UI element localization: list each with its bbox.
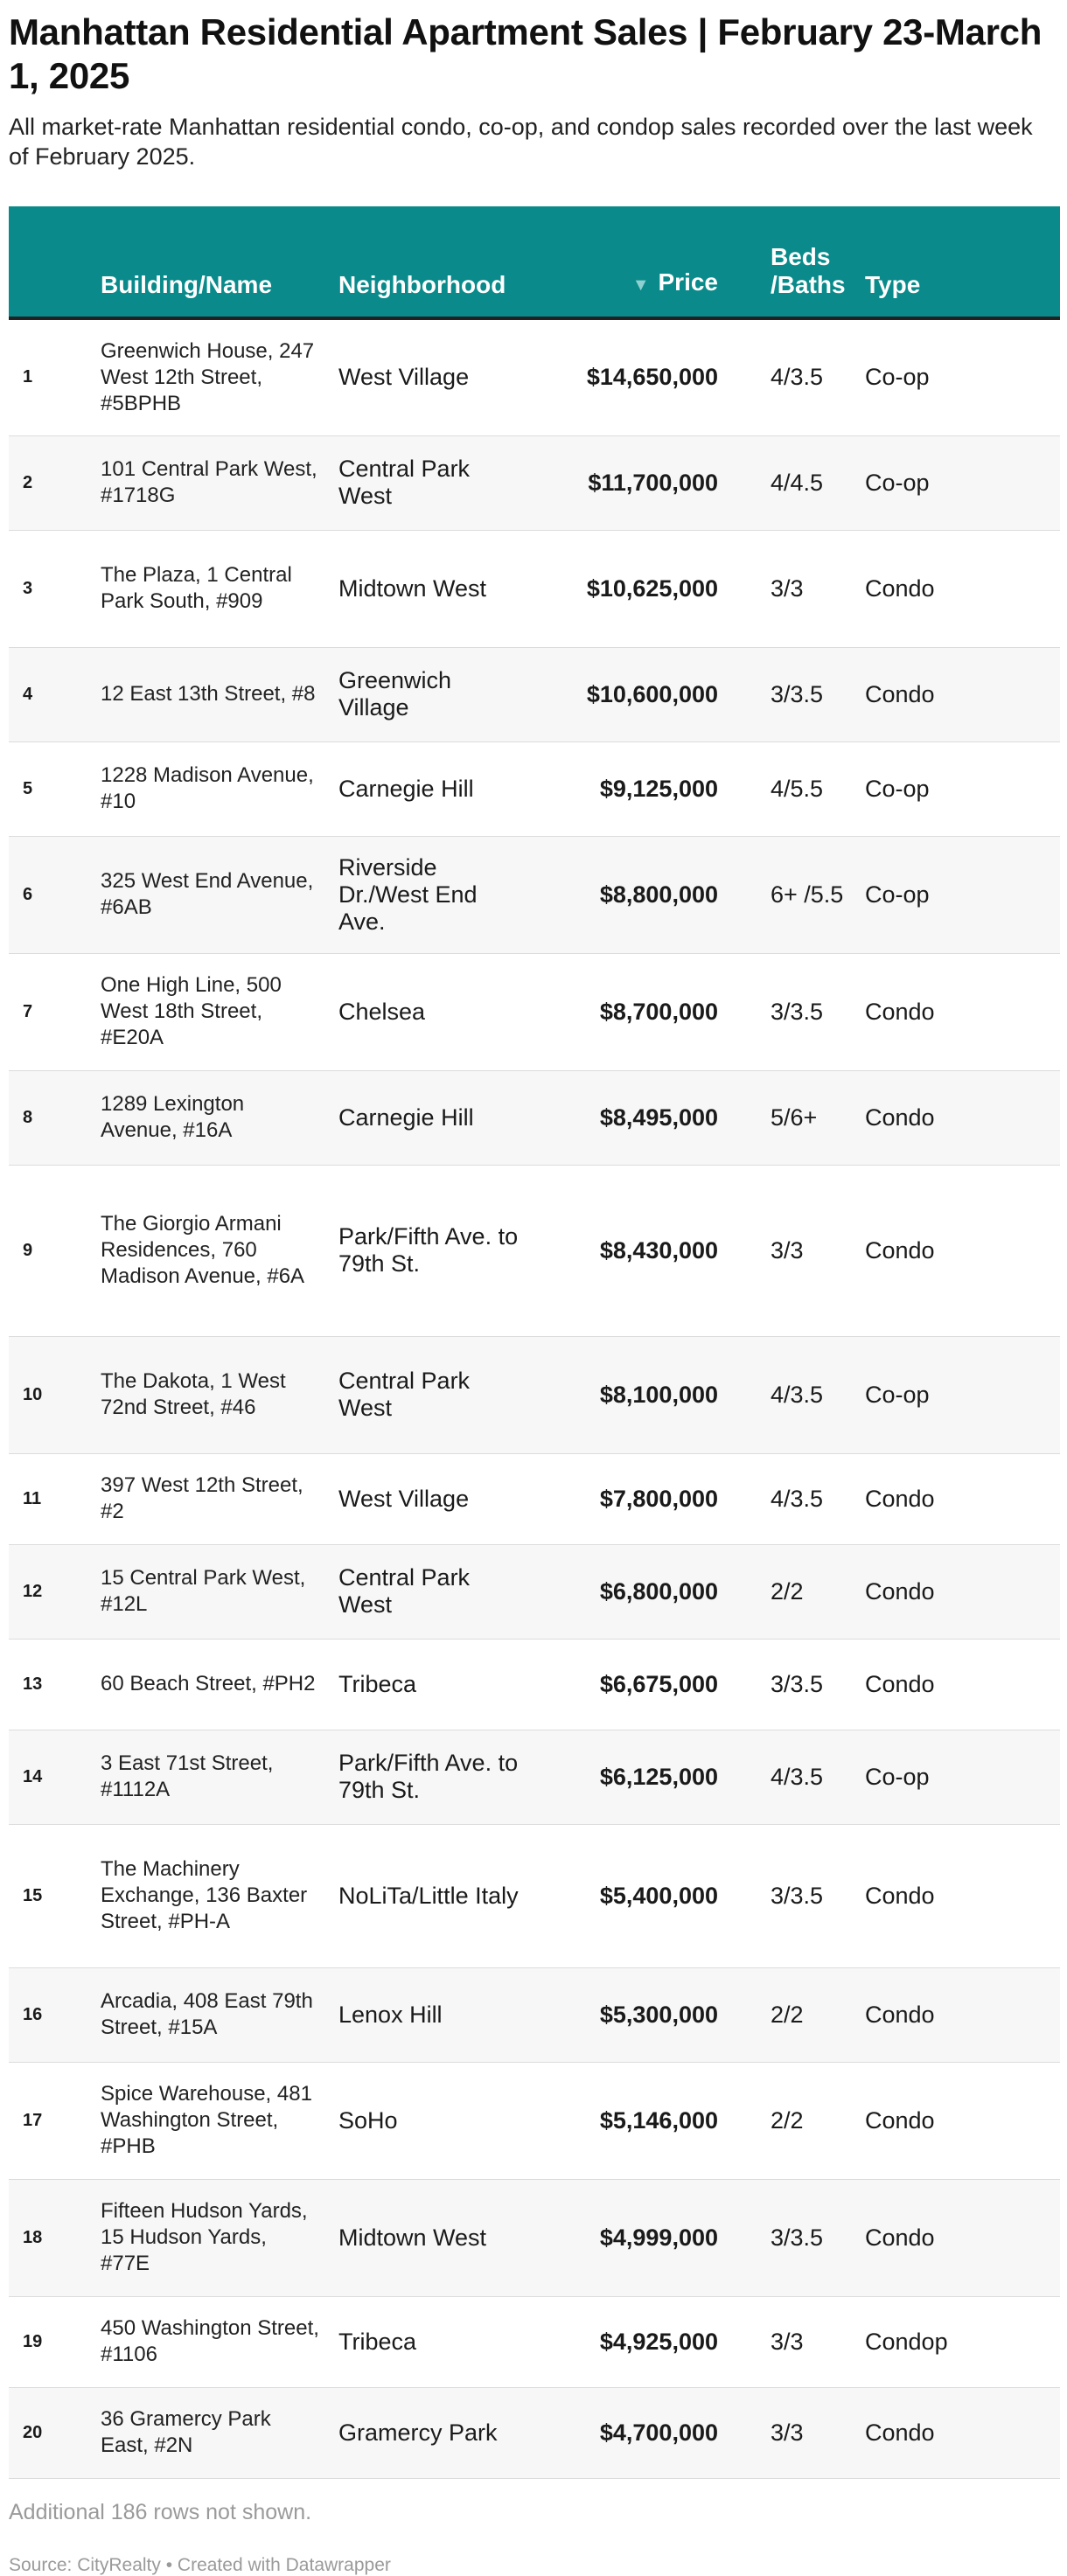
- building-cell: Arcadia, 408 East 79th Street, #15A: [101, 1967, 338, 2062]
- beds-baths-cell: 2/2: [718, 1544, 854, 1639]
- table-row: [9, 1070, 1060, 1165]
- type-cell: Condo: [854, 647, 1060, 741]
- sort-down-triangle-icon: ▼: [631, 275, 650, 295]
- price-cell: $11,700,000: [544, 435, 718, 530]
- beds-baths-cell: 4/3.5: [718, 318, 854, 435]
- price-cell: $8,100,000: [544, 1336, 718, 1453]
- beds-baths-cell: 3/3: [718, 1165, 854, 1336]
- neighborhood-cell: West Village: [338, 1453, 544, 1544]
- rank-cell: 19: [9, 2296, 101, 2387]
- type-cell: Co-op: [854, 435, 1060, 530]
- rank-cell: 4: [9, 647, 101, 741]
- neighborhood-cell: NoLiTa/Little Italy: [338, 1824, 544, 1967]
- beds-baths-cell: 4/4.5: [718, 435, 854, 530]
- type-cell: Condo: [854, 1453, 1060, 1544]
- neighborhood-cell: Midtown West: [338, 2179, 544, 2296]
- type-cell: Co-op: [854, 1730, 1060, 1824]
- building-cell: 36 Gramercy Park East, #2N: [101, 2387, 338, 2478]
- price-cell: $5,146,000: [544, 2062, 718, 2179]
- neighborhood-cell: Chelsea: [338, 953, 544, 1070]
- column-header-beds-line1: Beds: [771, 243, 831, 270]
- price-cell: $5,400,000: [544, 1824, 718, 1967]
- type-cell: Condo: [854, 953, 1060, 1070]
- building-cell: 15 Central Park West, #12L: [101, 1544, 338, 1639]
- neighborhood-cell: Park/Fifth Ave. to 79th St.: [338, 1165, 544, 1336]
- beds-baths-cell: 4/5.5: [718, 741, 854, 836]
- rank-cell: 13: [9, 1639, 101, 1730]
- table-row: [9, 1165, 1060, 1336]
- rank-cell: 15: [9, 1824, 101, 1967]
- type-cell: Condo: [854, 1544, 1060, 1639]
- type-cell: Condo: [854, 2062, 1060, 2179]
- type-cell: Condo: [854, 2179, 1060, 2296]
- type-cell: Co-op: [854, 741, 1060, 836]
- table-row: [9, 1730, 1060, 1824]
- beds-baths-cell: 3/3.5: [718, 1639, 854, 1730]
- building-cell: Spice Warehouse, 481 Washington Street, #PHB: [101, 2062, 338, 2179]
- beds-baths-cell: 3/3: [718, 2387, 854, 2478]
- table-row: [9, 1544, 1060, 1639]
- table-row: [9, 318, 1060, 435]
- neighborhood-cell: Carnegie Hill: [338, 1070, 544, 1165]
- type-cell: Condo: [854, 1824, 1060, 1967]
- sales-table: [9, 206, 1060, 2479]
- neighborhood-cell: Central Park West: [338, 435, 544, 530]
- type-cell: Condo: [854, 530, 1060, 647]
- table-row: [9, 2296, 1060, 2387]
- price-cell: $4,925,000: [544, 2296, 718, 2387]
- beds-baths-cell: 6+ /5.5: [718, 836, 854, 953]
- table-row: [9, 1639, 1060, 1730]
- type-cell: Condo: [854, 1165, 1060, 1336]
- price-cell: $8,800,000: [544, 836, 718, 953]
- neighborhood-cell: Gramercy Park: [338, 2387, 544, 2478]
- table-row: [9, 1824, 1060, 1967]
- table-row: [9, 836, 1060, 953]
- rank-cell: 6: [9, 836, 101, 953]
- neighborhood-cell: Central Park West: [338, 1336, 544, 1453]
- rank-cell: 8: [9, 1070, 101, 1165]
- neighborhood-cell: SoHo: [338, 2062, 544, 2179]
- rank-cell: 16: [9, 1967, 101, 2062]
- neighborhood-cell: Carnegie Hill: [338, 741, 544, 836]
- building-cell: 450 Washington Street, #1106: [101, 2296, 338, 2387]
- column-header-neighborhood[interactable]: Neighborhood: [338, 206, 544, 318]
- price-cell: $6,800,000: [544, 1544, 718, 1639]
- table-row: [9, 1453, 1060, 1544]
- building-cell: The Giorgio Armani Residences, 760 Madison Avenue, #6A: [101, 1165, 338, 1336]
- beds-baths-cell: 3/3.5: [718, 2179, 854, 2296]
- building-cell: Greenwich House, 247 West 12th Street, #5BPHB: [101, 318, 338, 435]
- rank-cell: 5: [9, 741, 101, 836]
- column-header-price-label: Price: [658, 268, 718, 296]
- building-cell: 1228 Madison Avenue, #10: [101, 741, 338, 836]
- neighborhood-cell: Park/Fifth Ave. to 79th St.: [338, 1730, 544, 1824]
- rank-cell: 20: [9, 2387, 101, 2478]
- building-cell: 60 Beach Street, #PH2: [101, 1639, 338, 1730]
- page-description: All market-rate Manhattan residential condo, co-op, and condop sales recorded over the last week of February 2025.: [9, 114, 1033, 170]
- price-cell: $6,675,000: [544, 1639, 718, 1730]
- table-row: [9, 1336, 1060, 1453]
- column-header-rank: [9, 206, 101, 318]
- price-cell: $4,999,000: [544, 2179, 718, 2296]
- neighborhood-cell: Greenwich Village: [338, 647, 544, 741]
- building-cell: The Dakota, 1 West 72nd Street, #46: [101, 1336, 338, 1453]
- price-cell: $8,700,000: [544, 953, 718, 1070]
- price-cell: $14,650,000: [544, 318, 718, 435]
- page-title: Manhattan Residential Apartment Sales | February 23-March 1, 2025: [9, 11, 1043, 96]
- price-cell: $10,600,000: [544, 647, 718, 741]
- rank-cell: 7: [9, 953, 101, 1070]
- table-row: [9, 2062, 1060, 2179]
- type-cell: Condo: [854, 2387, 1060, 2478]
- type-cell: Condop: [854, 2296, 1060, 2387]
- table-row: [9, 741, 1060, 836]
- rank-cell: 10: [9, 1336, 101, 1453]
- rank-cell: 3: [9, 530, 101, 647]
- neighborhood-cell: Tribeca: [338, 2296, 544, 2387]
- building-cell: 1289 Lexington Avenue, #16A: [101, 1070, 338, 1165]
- building-cell: 3 East 71st Street, #1112A: [101, 1730, 338, 1824]
- neighborhood-cell: Riverside Dr./West End Ave.: [338, 836, 544, 953]
- column-header-price[interactable]: [544, 206, 718, 318]
- rank-cell: 17: [9, 2062, 101, 2179]
- beds-baths-cell: 3/3.5: [718, 953, 854, 1070]
- building-cell: Fifteen Hudson Yards, 15 Hudson Yards, #77E: [101, 2179, 338, 2296]
- building-cell: 325 West End Avenue, #6AB: [101, 836, 338, 953]
- building-cell: The Plaza, 1 Central Park South, #909: [101, 530, 338, 647]
- building-cell: One High Line, 500 West 18th Street, #E20A: [101, 953, 338, 1070]
- building-cell: The Machinery Exchange, 136 Baxter Street, #PH-A: [101, 1824, 338, 1967]
- column-header-type[interactable]: Type: [854, 206, 1060, 318]
- rank-cell: 14: [9, 1730, 101, 1824]
- beds-baths-cell: 3/3.5: [718, 1824, 854, 1967]
- rank-cell: 9: [9, 1165, 101, 1336]
- type-cell: Condo: [854, 1967, 1060, 2062]
- beds-baths-cell: 3/3: [718, 530, 854, 647]
- building-cell: 397 West 12th Street, #2: [101, 1453, 338, 1544]
- rank-cell: 18: [9, 2179, 101, 2296]
- neighborhood-cell: Tribeca: [338, 1639, 544, 1730]
- table-notes: Additional 186 rows not shown.: [9, 2499, 312, 2524]
- table-body: [9, 318, 1060, 2478]
- table-row: [9, 1967, 1060, 2062]
- rank-cell: 12: [9, 1544, 101, 1639]
- price-cell: $7,800,000: [544, 1453, 718, 1544]
- column-header-beds-line2: /Baths: [771, 271, 846, 298]
- table-row: [9, 2387, 1060, 2478]
- beds-baths-cell: 4/3.5: [718, 1453, 854, 1544]
- price-cell: $5,300,000: [544, 1967, 718, 2062]
- rank-cell: 1: [9, 318, 101, 435]
- neighborhood-cell: Midtown West: [338, 530, 544, 647]
- neighborhood-cell: Lenox Hill: [338, 1967, 544, 2062]
- neighborhood-cell: Central Park West: [338, 1544, 544, 1639]
- type-cell: Condo: [854, 1070, 1060, 1165]
- type-cell: Co-op: [854, 318, 1060, 435]
- price-cell: $8,430,000: [544, 1165, 718, 1336]
- price-cell: $9,125,000: [544, 741, 718, 836]
- building-cell: 101 Central Park West, #1718G: [101, 435, 338, 530]
- beds-baths-cell: 2/2: [718, 2062, 854, 2179]
- beds-baths-cell: 4/3.5: [718, 1336, 854, 1453]
- column-header-building[interactable]: Building/Name: [101, 206, 338, 318]
- rank-cell: 11: [9, 1453, 101, 1544]
- beds-baths-cell: 3/3.5: [718, 647, 854, 741]
- neighborhood-cell: West Village: [338, 318, 544, 435]
- table-row: [9, 953, 1060, 1070]
- beds-baths-cell: 3/3: [718, 2296, 854, 2387]
- price-cell: $4,700,000: [544, 2387, 718, 2478]
- table-row: [9, 647, 1060, 741]
- column-header-beds-baths[interactable]: [718, 206, 854, 318]
- header-row: [9, 206, 1060, 318]
- table-row: [9, 2179, 1060, 2296]
- price-cell: $6,125,000: [544, 1730, 718, 1824]
- building-cell: 12 East 13th Street, #8: [101, 647, 338, 741]
- price-cell: $10,625,000: [544, 530, 718, 647]
- source-credit: Source: CityRealty • Created with Datawrapper: [9, 2554, 391, 2575]
- type-cell: Condo: [854, 1639, 1060, 1730]
- beds-baths-cell: 5/6+: [718, 1070, 854, 1165]
- beds-baths-cell: 2/2: [718, 1967, 854, 2062]
- table-header: [9, 206, 1060, 318]
- table-row: [9, 435, 1060, 530]
- price-cell: $8,495,000: [544, 1070, 718, 1165]
- table-row: [9, 530, 1060, 647]
- type-cell: Co-op: [854, 1336, 1060, 1453]
- beds-baths-cell: 4/3.5: [718, 1730, 854, 1824]
- type-cell: Co-op: [854, 836, 1060, 953]
- rank-cell: 2: [9, 435, 101, 530]
